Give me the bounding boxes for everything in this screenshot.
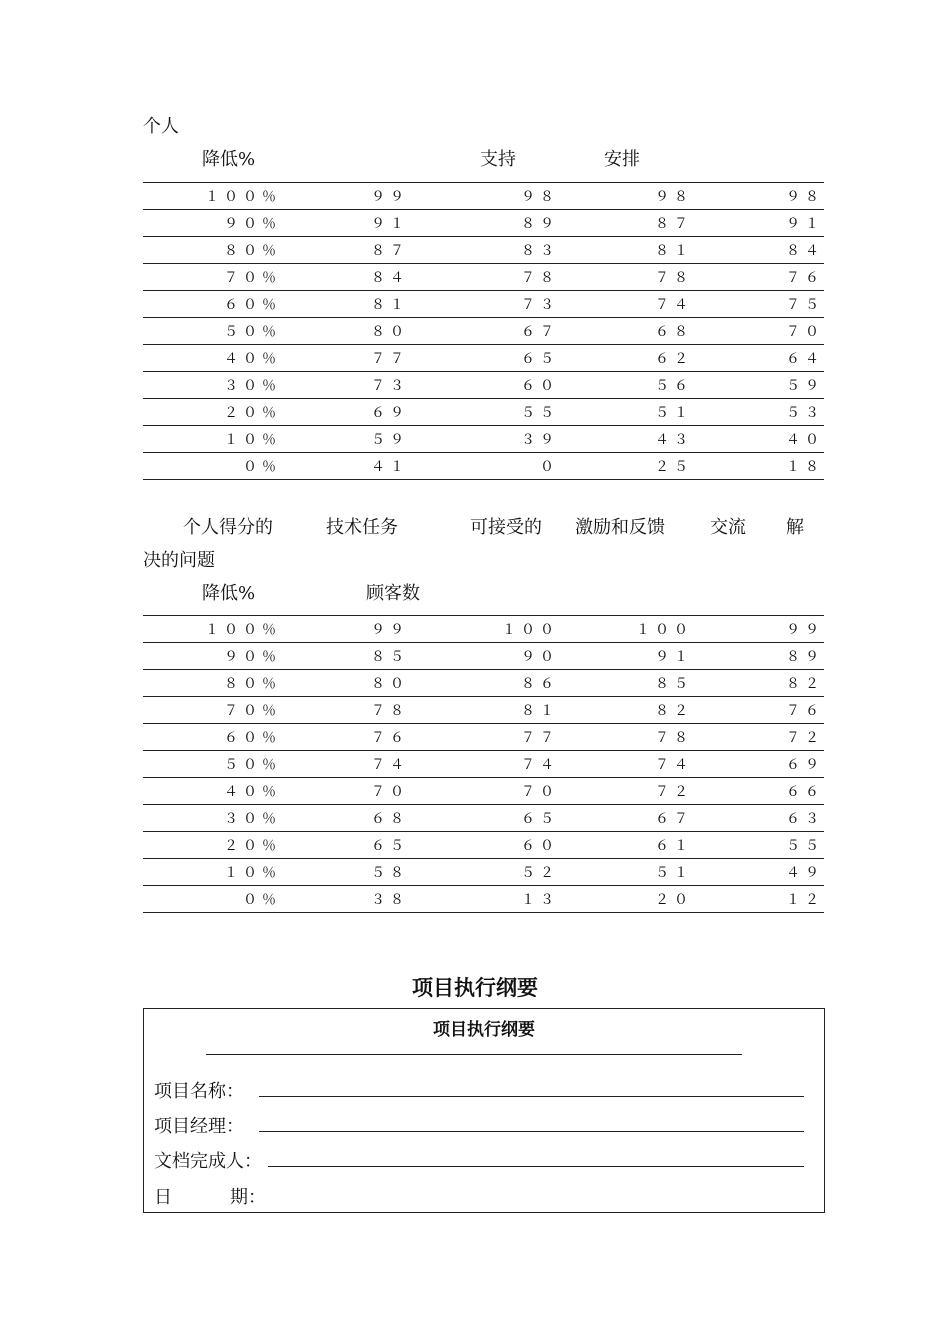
table-cell: ６６ <box>693 778 824 805</box>
table-row <box>143 264 824 291</box>
section2-header-reduce: 降低% <box>202 583 256 604</box>
table-row <box>143 778 824 805</box>
section2-col-solve-cont: 决的问题 <box>143 550 215 571</box>
table-row <box>143 183 824 210</box>
table-cell: ９９ <box>281 183 409 210</box>
table-cell: ５９ <box>281 426 409 453</box>
table-cell: ３９ <box>409 426 559 453</box>
table-cell: ８５ <box>281 643 409 670</box>
table-cell: ７４ <box>281 751 409 778</box>
table-cell: ６４ <box>693 345 824 372</box>
section1-header-support: 支持 <box>480 149 516 170</box>
row-percent-cell: ４０％ <box>143 345 281 372</box>
table-row <box>143 399 824 426</box>
table-cell: ７６ <box>281 724 409 751</box>
date-label-2: 期： <box>230 1187 266 1208</box>
doc-author-field[interactable] <box>268 1166 804 1167</box>
table-cell: ５１ <box>559 399 693 426</box>
section2-header-customers: 顾客数 <box>366 583 420 604</box>
row-percent-cell: ４０％ <box>143 778 281 805</box>
title-underline <box>206 1054 742 1055</box>
table-cell: ０ <box>409 453 559 480</box>
summary-box-title: 项目执行纲要 <box>433 1020 535 1040</box>
table-cell: ７６ <box>693 264 824 291</box>
row-percent-cell: ７０％ <box>143 697 281 724</box>
section1-header-reduce: 降低% <box>202 149 256 170</box>
table-cell: ５９ <box>693 372 824 399</box>
table-cell: ６２ <box>559 345 693 372</box>
table-row <box>143 670 824 697</box>
table-row <box>143 832 824 859</box>
table-row <box>143 859 824 886</box>
table-cell: ７２ <box>693 724 824 751</box>
table-cell: ８９ <box>693 643 824 670</box>
table-row <box>143 805 824 832</box>
table-cell: ２０ <box>559 886 693 913</box>
section1-heading: 个人 <box>143 116 179 137</box>
table-cell: ８７ <box>281 237 409 264</box>
table-cell: ８２ <box>559 697 693 724</box>
row-percent-cell: ２０％ <box>143 399 281 426</box>
table-row <box>143 751 824 778</box>
table-cell: ６５ <box>281 832 409 859</box>
table-cell: ９１ <box>693 210 824 237</box>
table-cell: ７８ <box>281 697 409 724</box>
table-cell: ６９ <box>281 399 409 426</box>
table-row <box>143 616 824 643</box>
section2-col-solve: 解 <box>786 517 804 538</box>
table-row <box>143 372 824 399</box>
date-label-1: 日 <box>154 1187 172 1208</box>
table-cell: ５５ <box>409 399 559 426</box>
row-percent-cell: ８０％ <box>143 237 281 264</box>
table-cell: ８４ <box>693 237 824 264</box>
table-cell: ８５ <box>559 670 693 697</box>
section2-table <box>143 615 824 913</box>
table-cell: ７６ <box>693 697 824 724</box>
doc-author-label: 文档完成人： <box>154 1151 262 1172</box>
table-cell: ９０ <box>409 643 559 670</box>
table-cell: ８０ <box>281 670 409 697</box>
table-cell: ６８ <box>559 318 693 345</box>
table-cell: １００ <box>409 616 559 643</box>
row-percent-cell: １００％ <box>143 183 281 210</box>
table-row <box>143 886 824 913</box>
table-cell: ６１ <box>559 832 693 859</box>
table-cell: ５６ <box>559 372 693 399</box>
row-percent-cell: ７０％ <box>143 264 281 291</box>
summary-form <box>143 1008 825 1213</box>
table-row <box>143 426 824 453</box>
project-manager-field[interactable] <box>259 1131 804 1132</box>
table-cell: ８１ <box>559 237 693 264</box>
table-cell: ９９ <box>693 616 824 643</box>
table-cell: ８９ <box>409 210 559 237</box>
table-row <box>143 453 824 480</box>
row-percent-cell: ３０％ <box>143 805 281 832</box>
project-name-field[interactable] <box>259 1096 804 1097</box>
table-cell: １２ <box>693 886 824 913</box>
table-cell: ５２ <box>409 859 559 886</box>
table-cell: １３ <box>409 886 559 913</box>
row-percent-cell: ９０％ <box>143 643 281 670</box>
row-percent-cell: ８０％ <box>143 670 281 697</box>
section2-col-personal-score: 个人得分的 <box>183 517 273 538</box>
table-cell: ９８ <box>559 183 693 210</box>
table-cell: ４９ <box>693 859 824 886</box>
project-manager-label: 项目经理： <box>154 1116 244 1137</box>
table-cell: ７２ <box>559 778 693 805</box>
summary-page-title: 项目执行纲要 <box>412 976 538 1000</box>
table-cell: ６９ <box>693 751 824 778</box>
table-cell: ７４ <box>559 291 693 318</box>
table-cell: ９９ <box>281 616 409 643</box>
table-row <box>143 345 824 372</box>
table-cell: １８ <box>693 453 824 480</box>
row-percent-cell: ０％ <box>143 886 281 913</box>
row-percent-cell: ０％ <box>143 453 281 480</box>
table-cell: ７４ <box>559 751 693 778</box>
table-cell: ６３ <box>693 805 824 832</box>
table-cell: ７８ <box>409 264 559 291</box>
table-cell: ８０ <box>281 318 409 345</box>
table-cell: ７７ <box>409 724 559 751</box>
table-cell: ８１ <box>409 697 559 724</box>
table-cell: ９１ <box>559 643 693 670</box>
section1-table <box>143 182 824 480</box>
table-cell: ７０ <box>409 778 559 805</box>
table-cell: １００ <box>559 616 693 643</box>
section2-col-communication: 交流 <box>710 517 746 538</box>
table-row <box>143 643 824 670</box>
row-percent-cell: ５０％ <box>143 318 281 345</box>
table-cell: ６７ <box>409 318 559 345</box>
table-cell: ７０ <box>281 778 409 805</box>
section2-col-acceptable: 可接受的 <box>470 517 542 538</box>
row-percent-cell: １０％ <box>143 859 281 886</box>
table-cell: ８２ <box>693 670 824 697</box>
section1-header-arrange: 安排 <box>604 149 640 170</box>
table-row <box>143 210 824 237</box>
table-cell: ６７ <box>559 805 693 832</box>
table-cell: ６０ <box>409 372 559 399</box>
table-cell: ５３ <box>693 399 824 426</box>
project-name-label: 项目名称： <box>154 1081 244 1102</box>
row-percent-cell: ２０％ <box>143 832 281 859</box>
table-cell: ４３ <box>559 426 693 453</box>
section2-col-tech-task: 技术任务 <box>326 517 398 538</box>
table-cell: ７３ <box>281 372 409 399</box>
table-cell: ７８ <box>559 724 693 751</box>
table-row <box>143 318 824 345</box>
table-cell: ７０ <box>693 318 824 345</box>
table-cell: ８６ <box>409 670 559 697</box>
table-row <box>143 291 824 318</box>
table-cell: ４０ <box>693 426 824 453</box>
table-cell: ８７ <box>559 210 693 237</box>
table-cell: ６５ <box>409 805 559 832</box>
table-cell: ７４ <box>409 751 559 778</box>
row-percent-cell: ６０％ <box>143 724 281 751</box>
table-cell: ６８ <box>281 805 409 832</box>
table-cell: ３８ <box>281 886 409 913</box>
table-cell: ２５ <box>559 453 693 480</box>
table-row <box>143 237 824 264</box>
table-cell: ５１ <box>559 859 693 886</box>
row-percent-cell: ５０％ <box>143 751 281 778</box>
table-cell: ５５ <box>693 832 824 859</box>
table-cell: ９１ <box>281 210 409 237</box>
table-row <box>143 697 824 724</box>
table-cell: ８４ <box>281 264 409 291</box>
table-cell: ４１ <box>281 453 409 480</box>
section2-col-incentive: 激励和反馈 <box>575 517 665 538</box>
table-cell: ７７ <box>281 345 409 372</box>
table-cell: ６０ <box>409 832 559 859</box>
table-cell: ７３ <box>409 291 559 318</box>
row-percent-cell: １００％ <box>143 616 281 643</box>
row-percent-cell: ６０％ <box>143 291 281 318</box>
table-cell: ６５ <box>409 345 559 372</box>
table-cell: ７５ <box>693 291 824 318</box>
table-cell: ５８ <box>281 859 409 886</box>
table-cell: ９８ <box>693 183 824 210</box>
table-row <box>143 724 824 751</box>
row-percent-cell: １０％ <box>143 426 281 453</box>
row-percent-cell: ９０％ <box>143 210 281 237</box>
table-cell: ８３ <box>409 237 559 264</box>
table-cell: ９８ <box>409 183 559 210</box>
row-percent-cell: ３０％ <box>143 372 281 399</box>
table-cell: ８１ <box>281 291 409 318</box>
table-cell: ７８ <box>559 264 693 291</box>
